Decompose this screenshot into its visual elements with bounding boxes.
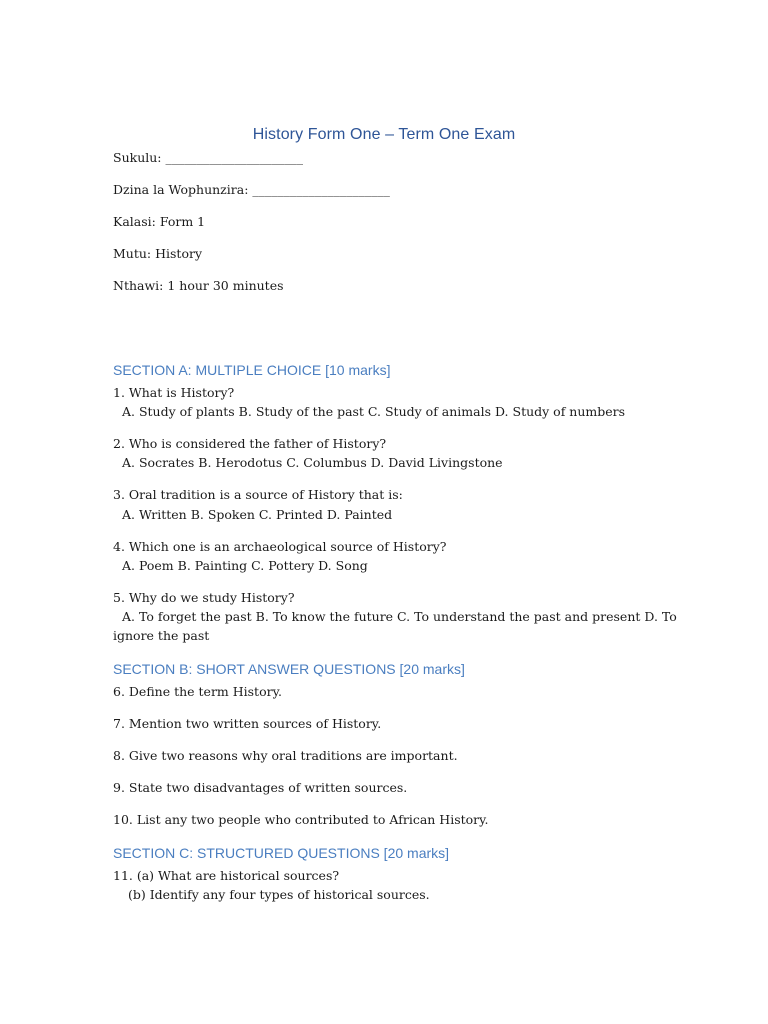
- exam-title: History Form One – Term One Exam: [252, 126, 516, 143]
- section-a-heading: SECTION A: MULTIPLE CHOICE [10 marks]: [113, 362, 391, 378]
- subject-field: Mutu: History: [113, 246, 203, 261]
- question-9: 9. State two disadvantages of written sources.: [113, 780, 408, 795]
- question-2-options: A. Socrates B. Herodotus C. Columbus D. David Livingstone: [122, 455, 503, 470]
- class-field: Kalasi: Form 1: [113, 214, 206, 229]
- question-1-options: A. Study of plants B. Study of the past C. Study of animals D. Study of numbers: [122, 404, 626, 419]
- question-7: 7. Mention two written sources of History.: [113, 716, 382, 731]
- question-10: 10. List any two people who contributed to African History.: [113, 812, 489, 827]
- section-b-heading: SECTION B: SHORT ANSWER QUESTIONS [20 marks]: [113, 661, 465, 677]
- school-field: Sukulu: ______________________: [113, 150, 303, 165]
- question-3: 3. Oral tradition is a source of History that is:: [113, 487, 403, 502]
- question-11a: 11. (a) What are historical sources?: [113, 868, 340, 883]
- question-4-options: A. Poem B. Painting C. Pottery D. Song: [122, 558, 368, 573]
- question-5-options: A. To forget the past B. To know the future C. To understand the past and present D. To: [122, 609, 677, 624]
- section-c-heading: SECTION C: STRUCTURED QUESTIONS [20 marks]: [113, 845, 450, 861]
- question-4: 4. Which one is an archaeological source of History?: [113, 539, 447, 554]
- question-6: 6. Define the term History.: [113, 684, 282, 699]
- question-3-options: A. Written B. Spoken C. Printed D. Painted: [122, 507, 393, 522]
- question-5-options-continued: ignore the past: [113, 628, 210, 643]
- question-8: 8. Give two reasons why oral traditions are important.: [113, 748, 458, 763]
- question-11b: (b) Identify any four types of historical sources.: [128, 887, 430, 902]
- question-1: 1. What is History?: [113, 385, 235, 400]
- question-2: 2. Who is considered the father of History?: [113, 436, 387, 451]
- question-5: 5. Why do we study History?: [113, 590, 295, 605]
- time-field: Nthawi: 1 hour 30 minutes: [113, 278, 284, 293]
- student-name-field: Dzina la Wophunzira: ______________________: [113, 182, 390, 197]
